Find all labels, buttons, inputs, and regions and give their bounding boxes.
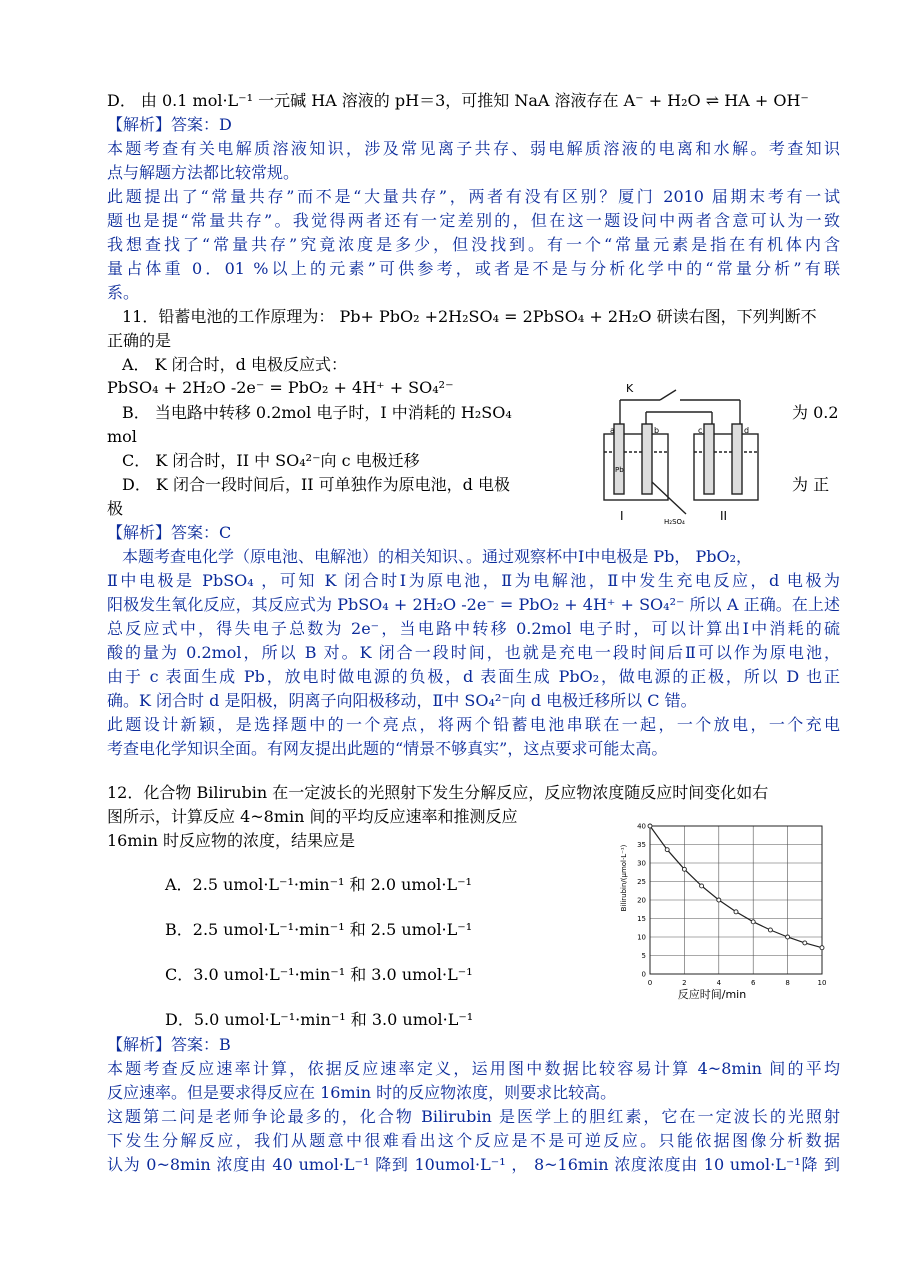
q11-comment-line: 此题设计新颖，是选择题中的一个亮点，将两个铅蓄电池串联在一起，一个放电，一个充电: [107, 715, 840, 734]
q11-option-b: B． 当电路中转移 0.2mol 电子时，I 中消耗的 H₂SO₄: [122, 403, 512, 422]
electrode-d-label: d: [744, 426, 750, 435]
data-point: [751, 920, 755, 924]
electrode-c-label: c: [698, 426, 703, 435]
y-tick-labels: [637, 823, 646, 979]
q11-option-b-unit: mol: [107, 427, 137, 446]
q11-answer: 【解析】答案：C: [107, 523, 232, 542]
q11-expl-line: 酸的量为 0.2mol，所以 B 对。K 闭合一段时间，也就是充电一段时间后Ⅱ可以作为原电池，: [107, 643, 840, 662]
q11-expl-line: 总反应式中，得失电子总数为 2e⁻，当电路中转移 0.2mol 电子时，可以计算出Ⅰ中消耗的硫: [107, 619, 840, 638]
data-point: [768, 928, 772, 932]
y-tick-label: 15: [637, 915, 646, 923]
x-axis-label: 反应时间/min: [677, 988, 747, 1001]
q10-answer: 【解析】答案：D: [107, 115, 232, 134]
cell-ii-label: II: [720, 509, 728, 523]
data-points: [648, 824, 824, 950]
q11-expl-line: Ⅱ中电极是 PbSO₄ ，可知 K 闭合时Ⅰ为原电池，Ⅱ为电解池，Ⅱ中发生充电反应，d 电极为: [107, 571, 840, 590]
x-tick-label: 8: [785, 979, 790, 987]
y-axis-label: Bilirubin/(μmol·L⁻¹): [620, 844, 628, 912]
y-tick-label: 30: [637, 859, 646, 868]
y-tick-label: 20: [637, 896, 646, 905]
q11-expl-line: 由于 c 表面生成 Pb，放电时做电源的负极，d 表面生成 PbO₂，做电源的正极，所以 D 也正: [107, 667, 840, 686]
data-point: [665, 848, 669, 852]
y-tick-label: 35: [637, 841, 646, 849]
q11-option-b-tail: 为 0.2: [792, 403, 839, 422]
x-tick-label: 10: [817, 979, 827, 987]
q12-stem: 12．化合物 Bilirubin 在一定波长的光照射下发生分解反应，反应物浓度随反应时间变化如右: [107, 783, 769, 802]
q12-comment-line: 认为 0~8min 浓度由 40 umol·L⁻¹ 降到 10umol·L⁻¹ ， 8~16min 浓度浓度由 10 umol·L⁻¹降 到: [107, 1155, 840, 1174]
y-tick-label: 5: [641, 952, 646, 960]
q10-comment-line: 量占体重 0．01 %以上的元素”可供参考，或者是不是与分析化学中的“常量分析”有联: [107, 259, 840, 278]
q10-comment-line: 系。: [107, 283, 140, 302]
q12-expl-line: 反应速率。但是要求得反应在 16min 时的反应物浓度，则要求比较高。: [107, 1083, 617, 1102]
data-point: [734, 910, 738, 914]
q11-option-a-equation: PbSO₄ + 2H₂O -2e⁻ = PbO₂ + 4H⁺ + SO₄²⁻: [107, 378, 454, 397]
y-tick-label: 40: [637, 822, 646, 831]
cell-i-label: I: [620, 509, 624, 523]
q11-comment-line: 考查电化学知识全面。有网友提出此题的“情景不够真实”，这点要求可能太高。: [107, 739, 668, 758]
q10-expl-line: 本题考查有关电解质溶液知识，涉及常见离子共存、弱电解质溶液的电离和水解。考查知识: [107, 139, 840, 158]
q12-comment-line: 这题第二问是老师争论最多的，化合物 Bilirubin 是医学上的胆红素，它在一定波长的光照射: [107, 1107, 840, 1126]
q11-option-a: A． K 闭合时，d 电极反应式：: [122, 355, 348, 374]
data-point: [700, 884, 704, 888]
bilirubin-concentration-chart: [616, 818, 836, 1002]
lead-acid-battery-figure: [590, 372, 780, 528]
data-point: [820, 946, 824, 950]
y-tick-label: 10: [637, 933, 646, 942]
q11-option-d-end: 极: [107, 499, 124, 518]
q10-option-d: D． 由 0.1 mol·L⁻¹ 一元碱 HA 溶液的 pH＝3，可推知 NaA 溶液存在 A⁻ + H₂O ⇌ HA + OH⁻: [107, 91, 809, 110]
electrode-pb-label: Pb: [615, 466, 624, 474]
q12-option-c: C．3.0 umol·L⁻¹·min⁻¹ 和 3.0 umol·L⁻¹: [165, 965, 473, 984]
q10-expl-line: 点与解题方法都比较常规。: [107, 163, 300, 182]
switch-k-label: K: [626, 382, 634, 395]
data-point: [786, 935, 790, 939]
y-tick-label: 25: [637, 878, 646, 886]
x-tick-label: 4: [716, 979, 722, 987]
data-point: [682, 867, 686, 871]
q11-expl-line: 阳极发生氧化反应，其反应式为 PbSO₄ + 2H₂O -2e⁻ = PbO₂ + 4H⁺ + SO₄²⁻ 所以 A 正确。在上述: [107, 595, 840, 614]
q12-comment-line: 下发生分解反应，我们从题意中很难看出这个反应是不是可逆反应。只能依据图像分析数据: [107, 1131, 840, 1150]
x-tick-label: 0: [647, 979, 653, 987]
q12-stem: 图所示，计算反应 4~8min 间的平均反应速率和推测反应: [107, 807, 518, 826]
q11-option-c: C． K 闭合时，II 中 SO₄²⁻向 c 电极迁移: [122, 451, 420, 470]
q10-comment-line: 我想查找了“常量共存”究竟浓度是多少，但没找到。有一个“常量元素是指在有机体内含: [107, 235, 840, 254]
q11-expl-line: 本题考查电化学（原电池、电解池）的相关知识、。通过观察杯中Ⅰ中电极是 Pb， PbO₂，: [122, 547, 753, 566]
q10-comment-line: 此题提出了“常量共存”而不是“大量共存”，两者有没有区别？厦门 2010 届期末考有一试: [107, 187, 840, 206]
q12-option-a: A．2.5 umol·L⁻¹·min⁻¹ 和 2.0 umol·L⁻¹: [165, 875, 472, 894]
data-point: [648, 824, 652, 828]
q11-option-d-tail: 为 正: [792, 475, 830, 494]
x-tick-labels: [648, 979, 827, 987]
chart-grid: [650, 826, 822, 974]
q12-option-d: D．5.0 umol·L⁻¹·min⁻¹ 和 3.0 umol·L⁻¹: [165, 1010, 474, 1029]
q10-comment-line: 题也是提“常量共存”。我觉得两者还有一定差别的，但在这一题设问中两者含意可认为一致: [107, 211, 840, 230]
q11-stem: 11．铅蓄电池的工作原理为： Pb+ PbO₂ +2H₂SO₄ = 2PbSO₄ + 2H₂O 研读右图，下列判断不: [122, 307, 817, 326]
q12-answer: 【解析】答案：B: [107, 1035, 231, 1054]
x-tick-label: 2: [682, 979, 687, 987]
q11-option-d: D． K 闭合一段时间后，II 可单独作为原电池，d 电极: [122, 475, 511, 494]
q12-stem: 16min 时反应物的浓度，结果应是: [107, 831, 356, 850]
y-tick-label: 0: [641, 970, 646, 979]
electrode-b-label: b: [654, 426, 660, 435]
q12-option-b: B．2.5 umol·L⁻¹·min⁻¹ 和 2.5 umol·L⁻¹: [165, 920, 473, 939]
q11-stem: 正确的是: [107, 331, 172, 350]
electrolyte-label: H₂SO₄: [664, 518, 685, 526]
q11-expl-line: 确。K 闭合时 d 是阳极，阴离子向阳极移动，Ⅱ中 SO₄²⁻向 d 电极迁移所以 C 错。: [107, 691, 697, 710]
q12-expl-line: 本题考查反应速率计算，依据反应速率定义，运用图中数据比较容易计算 4~8min 间的平均: [107, 1059, 840, 1078]
x-tick-label: 6: [750, 979, 756, 987]
data-point: [717, 898, 721, 902]
data-point: [803, 941, 807, 945]
electrode-a-label: a: [610, 426, 615, 435]
